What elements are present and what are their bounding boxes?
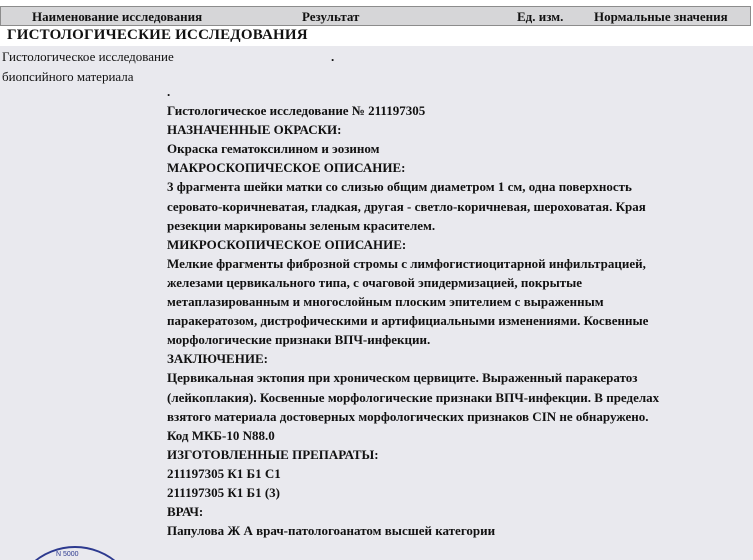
report-line: .: [167, 84, 171, 99]
report-line: МАКРОСКОПИЧЕСКОЕ ОПИСАНИЕ:: [167, 160, 406, 176]
report-line: резекции маркированы зеленым красителем.: [167, 217, 436, 233]
report-line: морфологические признаки ВПЧ-инфекции.: [167, 332, 431, 348]
table-header: [0, 6, 751, 26]
histology-report: [167, 82, 747, 540]
report-line: Окраска гематоксилином и эозином: [167, 141, 380, 157]
test-name-line: Гистологическое исследование: [2, 49, 174, 64]
column-header-name: Наименование исследования: [32, 9, 203, 24]
report-line: ВРАЧ:: [167, 504, 204, 520]
column-header-unit: Ед. изм.: [517, 9, 564, 24]
column-header-result: Результат: [302, 9, 360, 24]
report-line: серовато-коричневатая, гладкая, другая - светло-коричневая, шероховатая. Края: [167, 198, 646, 214]
report-line: МИКРОСКОПИЧЕСКОЕ ОПИСАНИЕ:: [167, 236, 407, 252]
report-line: Код МКБ-10 N88.0: [167, 427, 275, 443]
report-line: НАЗНАЧЕННЫЕ ОКРАСКИ:: [167, 122, 342, 138]
seal-text: N 5000: [56, 551, 79, 558]
report-line: 211197305 К1 Б1 С1: [167, 465, 281, 481]
report-line: (лейкоплакия). Косвенные морфологические признаки ВПЧ-инфекции. В пределах: [167, 389, 660, 405]
report-line: Гистологическое исследование № 211197305: [167, 103, 426, 119]
report-line: метаплазированным и многослойным плоским эпителием с выраженным: [167, 294, 604, 310]
report-line: 211197305 К1 Б1 (3): [167, 484, 280, 500]
report-line: 3 фрагмента шейки матки со слизью общим диаметром 1 см, одна поверхность: [167, 179, 632, 195]
report-line: Цервикальная эктопия при хроническом цервиците. Выраженный паракератоз: [167, 370, 638, 386]
report-line: ЗАКЛЮЧЕНИЕ:: [167, 351, 268, 367]
test-result-value: .: [331, 49, 335, 64]
report-line: Мелкие фрагменты фиброзной стромы с лимфогистиоцитарной инфильтрацией,: [167, 255, 646, 271]
report-line: взятого материала достоверных морфологических признаков CIN не обнаружено.: [167, 408, 649, 424]
test-name: [2, 47, 212, 87]
test-name-line: биопсийного материала: [2, 69, 134, 84]
report-line: железами цервикального типа, с очаговой эпидермизацией, покрытые: [167, 274, 583, 290]
report-line: паракератозом, дистрофическими и артифициальными изменениями. Косвенные: [167, 313, 649, 329]
report-line: ИЗГОТОВЛЕННЫЕ ПРЕПАРАТЫ:: [167, 446, 379, 462]
section-title: ГИСТОЛОГИЧЕСКИЕ ИССЛЕДОВАНИЯ: [7, 27, 308, 43]
report-line: Папулова Ж А врач-патологоанатом высшей категории: [167, 523, 496, 539]
column-header-normal-values: Нормальные значения: [594, 9, 728, 24]
